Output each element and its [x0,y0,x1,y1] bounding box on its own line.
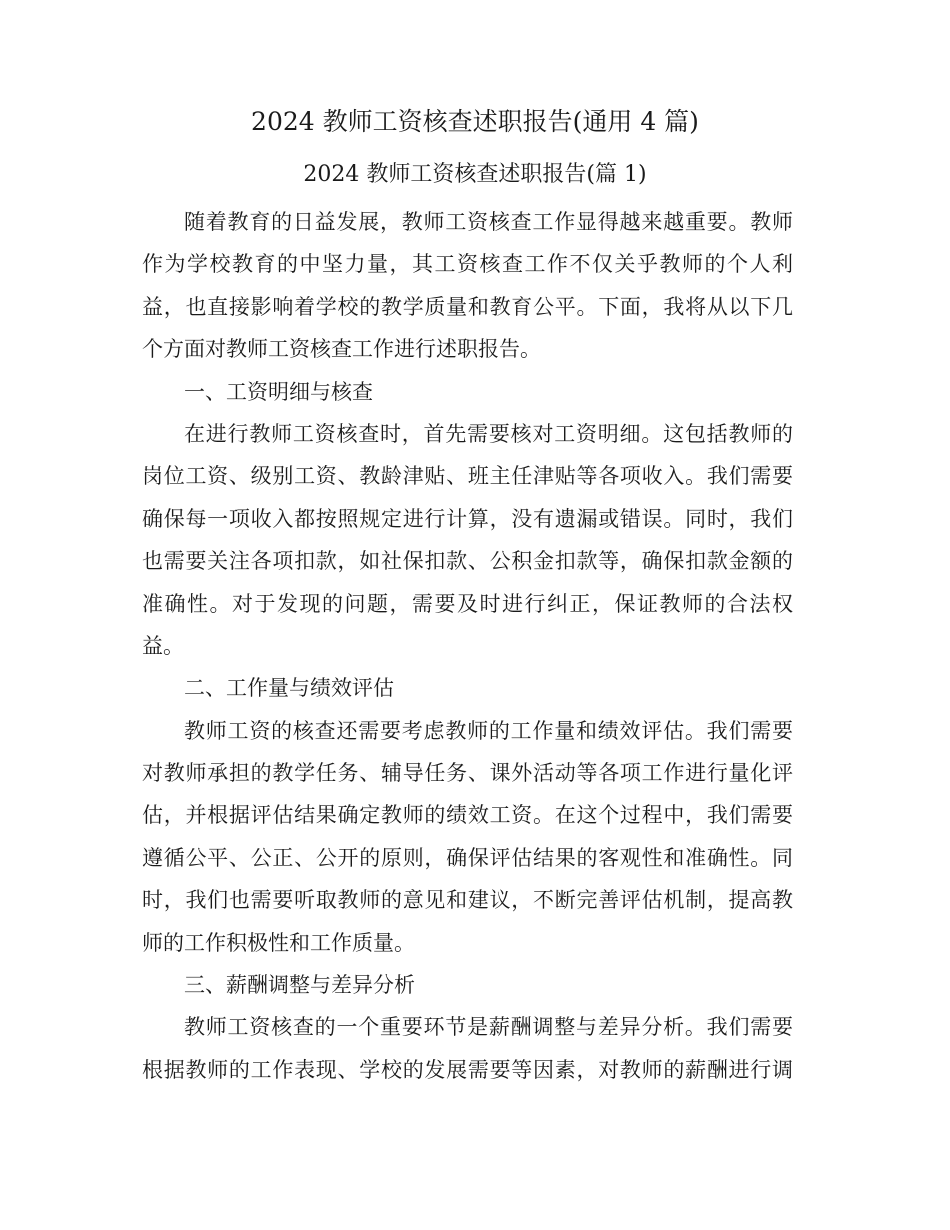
paragraph-line: 益，也直接影响着学校的教学质量和教育公平。下面，我将从以下几 [142,294,793,319]
paragraph-line: 准确性。对于发现的问题，需要及时进行纠正，保证教师的合法权 [142,591,793,616]
paragraph-line: 也需要关注各项扣款，如社保扣款、公积金扣款等，确保扣款金额的 [142,549,793,574]
paragraph-line: 随着教育的日益发展，教师工资核查工作显得越来越重要。教师 [184,210,793,234]
paragraph-line: 益。 [142,633,184,658]
paragraph-line: 个方面对教师工资核查工作进行述职报告。 [142,337,541,362]
paragraph-line: 师的工作积极性和工作质量。 [142,930,415,955]
paragraph-line: 遵循公平、公正、公开的原则，确保评估结果的客观性和准确性。同 [142,845,793,870]
paragraph [142,710,793,964]
paragraph-line: 教师工资核查的一个重要环节是薪酬调整与差异分析。我们需要 [184,1015,793,1040]
heading-workload-performance: 二、工作量与绩效评估 [184,676,394,701]
paragraph-line: 对教师承担的教学任务、辅导任务、课外活动等各项工作进行量化评 [142,761,793,786]
paragraph [142,413,793,667]
paragraph-line: 时，我们也需要听取教师的意见和建议，不断完善评估机制，提高教 [142,888,793,913]
section-title: 2024 教师工资核查述职报告(篇 1) [303,162,647,187]
paragraph-line: 根据教师的工作表现、学校的发展需要等因素，对教师的薪酬进行调 [142,1057,793,1082]
paragraph-line: 估，并根据评估结果确定教师的绩效工资。在这个过程中，我们需要 [142,803,793,828]
paragraph-line: 教师工资的核查还需要考虑教师的工作量和绩效评估。我们需要 [184,718,793,743]
document-title: 2024 教师工资核查述职报告(通用 4 篇) [251,107,699,136]
paragraph [142,201,793,371]
paragraph-line: 岗位工资、级别工资、教龄津贴、班主任津贴等各项收入。我们需要 [142,464,793,489]
heading-paragraph [142,667,793,709]
paragraph [142,1006,793,1091]
paragraph-line: 确保每一项收入都按照规定进行计算，没有遗漏或错误。同时，我们 [142,506,793,531]
heading-salary-details: 一、工资明细与核查 [184,379,373,404]
document-body [142,201,793,1091]
heading-salary-adjustment: 三、薪酬调整与差异分析 [184,973,415,998]
heading-paragraph [142,964,793,1006]
heading-paragraph [142,371,793,413]
paragraph-line: 在进行教师工资核查时，首先需要核对工资明细。这包括教师的 [184,421,793,446]
paragraph-line: 作为学校教育的中坚力量，其工资核查工作不仅关乎教师的个人利 [142,252,793,277]
